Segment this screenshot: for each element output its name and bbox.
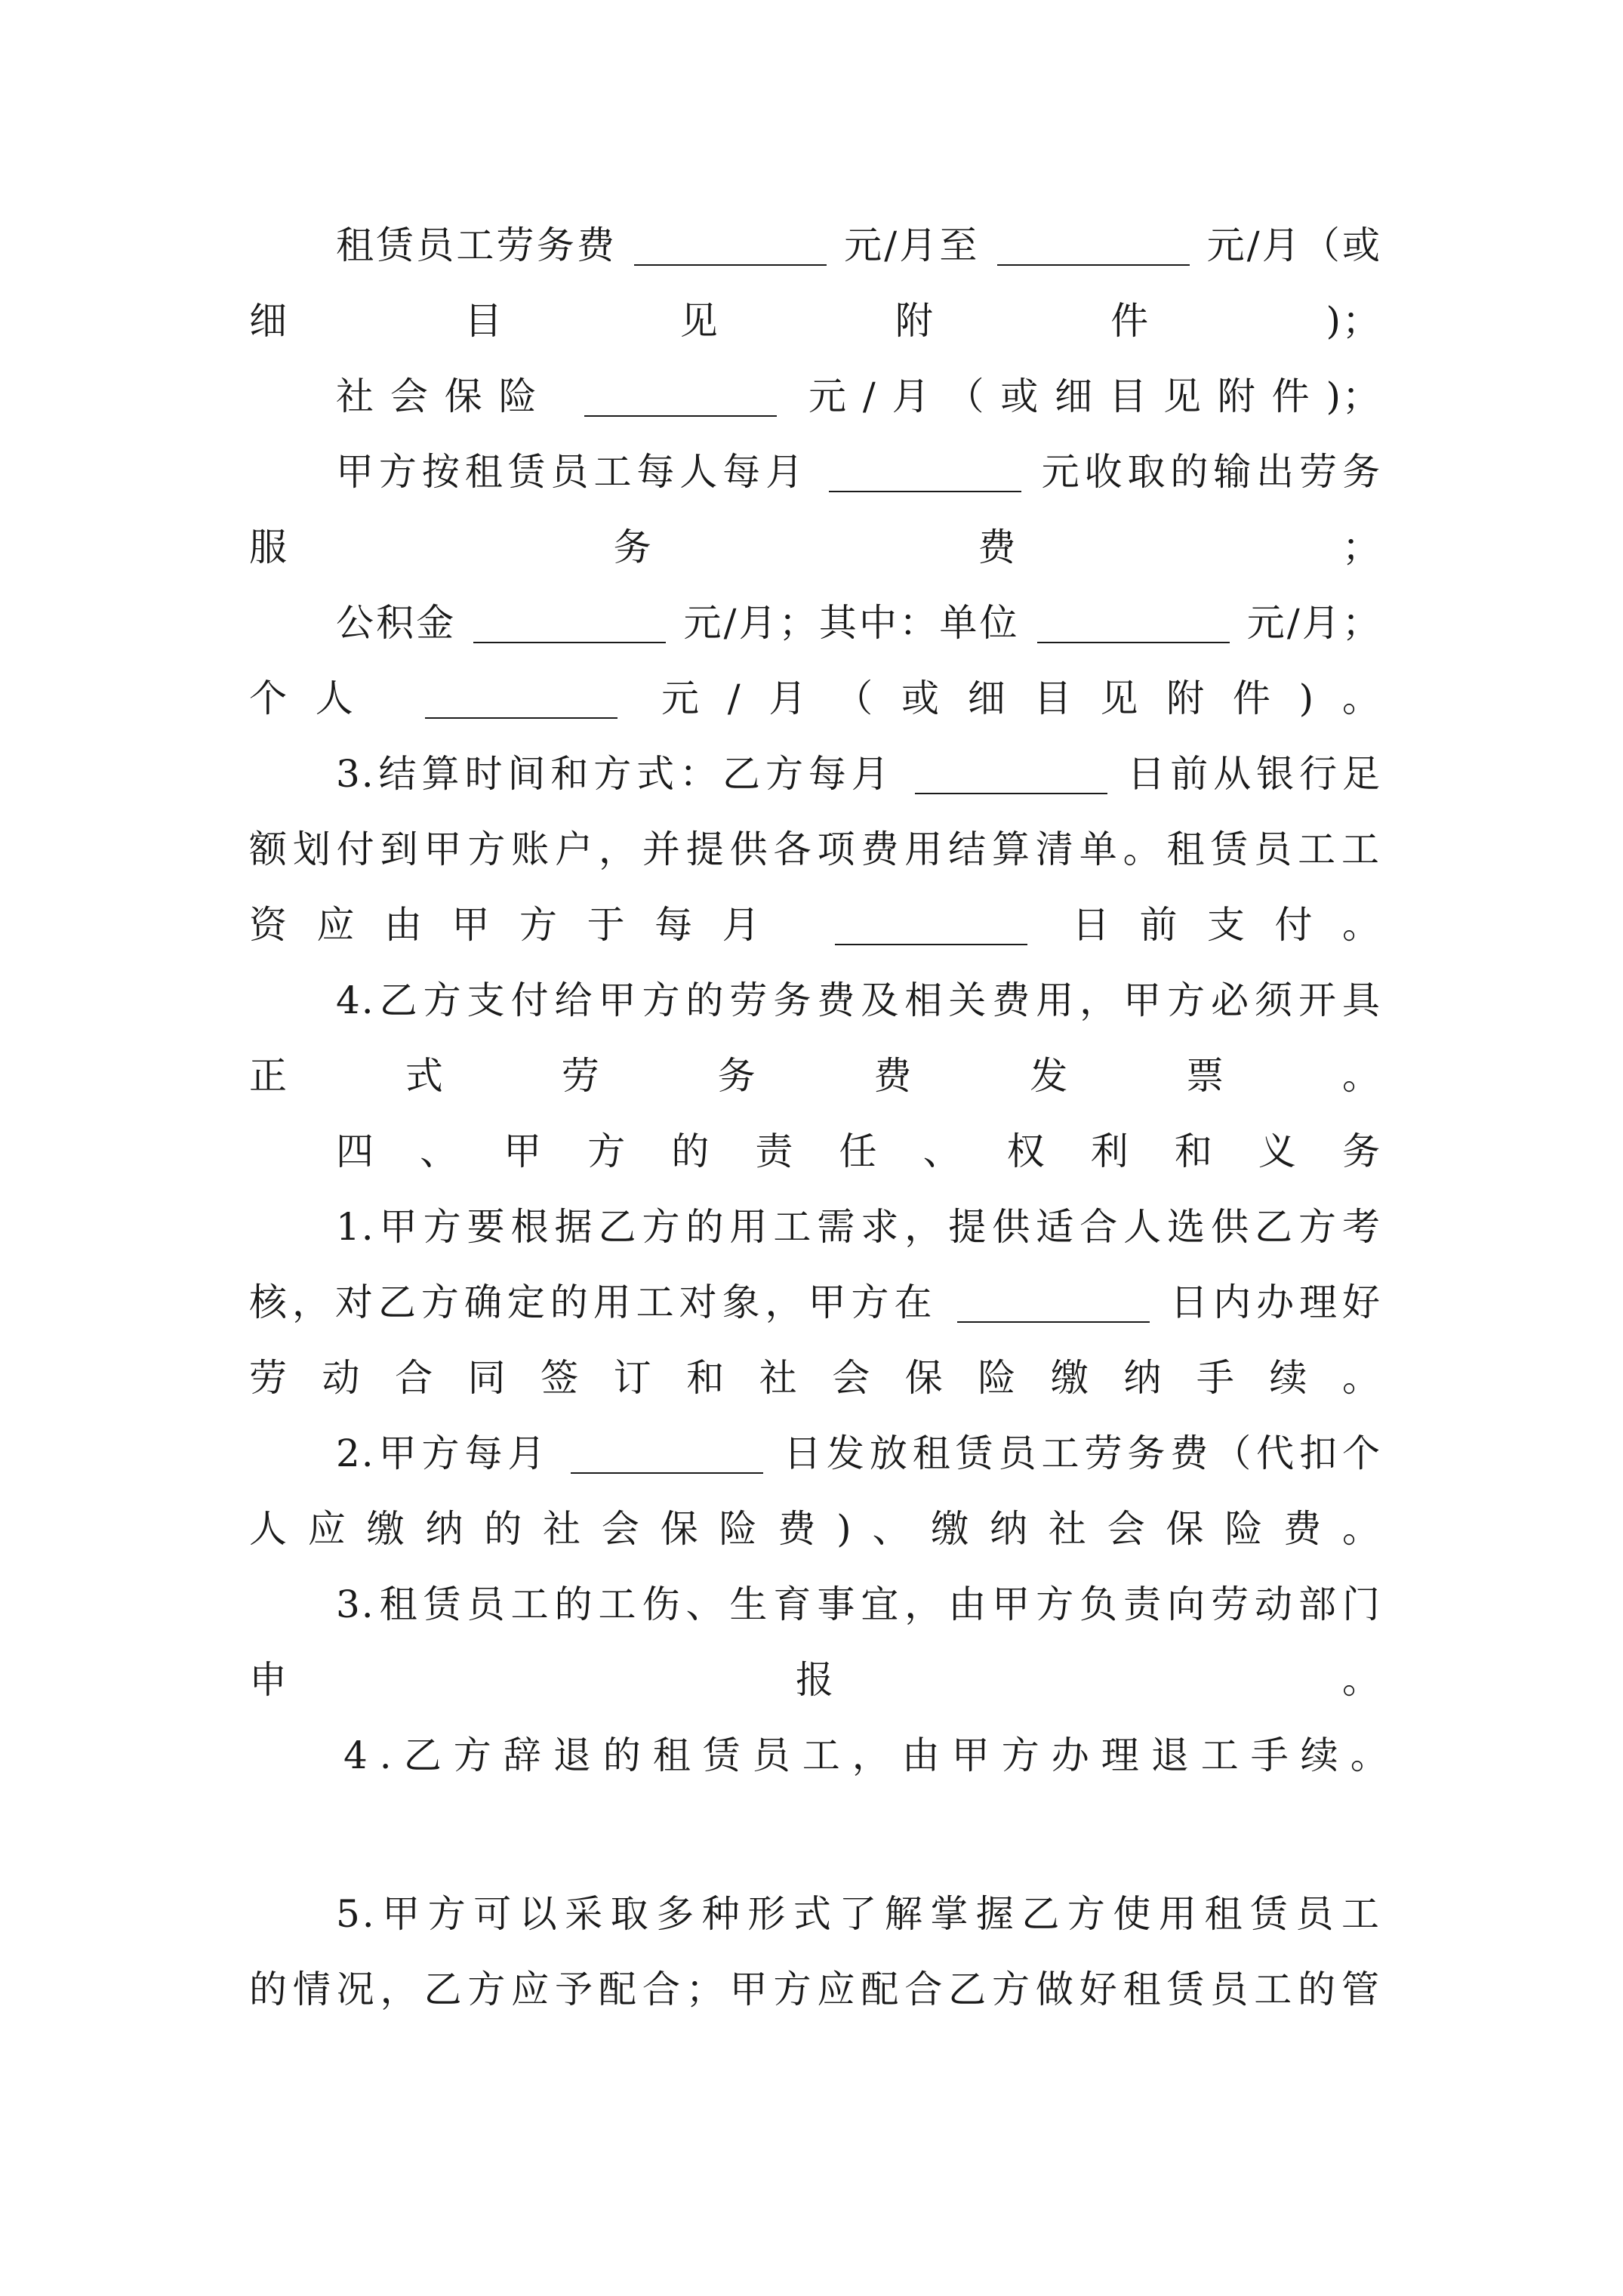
text-segment: 资应由甲方于每月 bbox=[249, 903, 790, 947]
text-segment: 元/月（或细目见附件)。 bbox=[661, 676, 1381, 720]
text-line bbox=[249, 661, 1381, 736]
text-segment: 日前从银行足 bbox=[1127, 752, 1381, 796]
text-segment: 劳动合同签订和社会保险缴纳手续。 bbox=[249, 1356, 1381, 1400]
text-line bbox=[249, 208, 1381, 283]
fill-in-blank[interactable] bbox=[915, 747, 1107, 794]
text-line bbox=[249, 1718, 1400, 1793]
text-segment: 租赁员工劳务费 bbox=[336, 223, 617, 267]
text-line bbox=[249, 1567, 1381, 1642]
fill-in-blank[interactable] bbox=[835, 898, 1027, 945]
fill-in-blank[interactable] bbox=[634, 219, 827, 266]
document-body bbox=[249, 208, 1400, 2027]
text-line bbox=[249, 359, 1381, 434]
text-line bbox=[249, 1189, 1381, 1265]
text-segment: 3.结算时间和方式：乙方每月 bbox=[336, 752, 895, 796]
text-segment: 核，对乙方确定的用工对象，甲方在 bbox=[249, 1281, 938, 1324]
text-line bbox=[249, 887, 1381, 963]
text-line bbox=[249, 1416, 1381, 1491]
fill-in-blank[interactable] bbox=[829, 445, 1021, 492]
text-line bbox=[249, 1038, 1381, 1114]
text-line bbox=[249, 510, 1381, 585]
text-segment: 元/月（或细目见附件)； bbox=[808, 374, 1381, 418]
text-line bbox=[249, 1642, 1381, 1718]
blank-line bbox=[249, 1793, 1381, 1876]
text-segment: 公积金 bbox=[336, 601, 457, 645]
fill-in-blank[interactable] bbox=[957, 1276, 1150, 1323]
text-segment: 3.租赁员工的工伤、生育事宜，由甲方负责向劳动部门 bbox=[336, 1583, 1381, 1626]
text-line bbox=[249, 1265, 1381, 1340]
text-segment: 1.甲方要根据乙方的用工需求，提供适合人选供乙方考 bbox=[336, 1205, 1381, 1249]
fill-in-blank[interactable] bbox=[473, 596, 666, 643]
text-segment: 甲方按租赁员工每人每月 bbox=[336, 450, 809, 494]
text-segment: 正式劳务费发票。 bbox=[249, 1054, 1381, 1098]
text-segment: 4.乙方辞退的租赁员工，由甲方办理退工手续。 bbox=[343, 1734, 1400, 1777]
text-line bbox=[249, 736, 1381, 812]
fill-in-blank[interactable] bbox=[997, 219, 1190, 266]
text-line bbox=[249, 434, 1381, 510]
text-line bbox=[249, 283, 1381, 359]
text-segment: 元收取的输出劳务 bbox=[1041, 450, 1382, 494]
fill-in-blank[interactable] bbox=[571, 1427, 763, 1474]
text-segment: 额划付到甲方账户，并提供各项费用结算清单。租赁员工工 bbox=[249, 827, 1381, 871]
text-segment: 4.乙方支付给甲方的劳务费及相关费用，甲方必须开具 bbox=[336, 978, 1381, 1022]
fill-in-blank[interactable] bbox=[1037, 596, 1230, 643]
text-segment: 服务费； bbox=[249, 525, 1381, 569]
text-segment: 日发放租赁员工劳务费（代扣个 bbox=[783, 1432, 1381, 1475]
text-segment: 元/月；其中：单位 bbox=[683, 601, 1020, 645]
text-segment: 细目见附件)； bbox=[249, 299, 1381, 343]
text-line bbox=[249, 1952, 1381, 2027]
text-segment: 元/月（或 bbox=[1206, 223, 1381, 267]
text-segment: 2.甲方每月 bbox=[336, 1432, 551, 1475]
text-segment: 申报。 bbox=[249, 1658, 1381, 1702]
text-segment: 四、甲方的责任、权利和义务 bbox=[336, 1130, 1381, 1173]
text-segment: 日前支付。 bbox=[1071, 903, 1382, 947]
text-line bbox=[249, 1340, 1381, 1416]
fill-in-blank[interactable] bbox=[584, 370, 777, 417]
text-line bbox=[249, 1876, 1381, 1952]
text-segment: 元/月至 bbox=[844, 223, 980, 267]
text-segment: 社会保险 bbox=[336, 374, 553, 418]
text-segment: 人应缴纳的社会保险费)、缴纳社会保险费。 bbox=[249, 1507, 1381, 1551]
text-line bbox=[249, 585, 1381, 661]
text-segment: 日内办理好 bbox=[1170, 1281, 1381, 1324]
section-heading bbox=[249, 1114, 1381, 1189]
text-segment: 的情况，乙方应予配合；甲方应配合乙方做好租赁员工的管 bbox=[249, 1968, 1381, 2011]
fill-in-blank[interactable] bbox=[425, 672, 617, 719]
text-line bbox=[249, 812, 1381, 887]
text-segment: 5.甲方可以采取多种形式了解掌握乙方使用租赁员工 bbox=[336, 1892, 1381, 1936]
text-line bbox=[249, 1491, 1381, 1567]
text-segment: 元/月； bbox=[1246, 601, 1381, 645]
text-segment: 个人 bbox=[249, 676, 382, 720]
text-line bbox=[249, 963, 1381, 1038]
